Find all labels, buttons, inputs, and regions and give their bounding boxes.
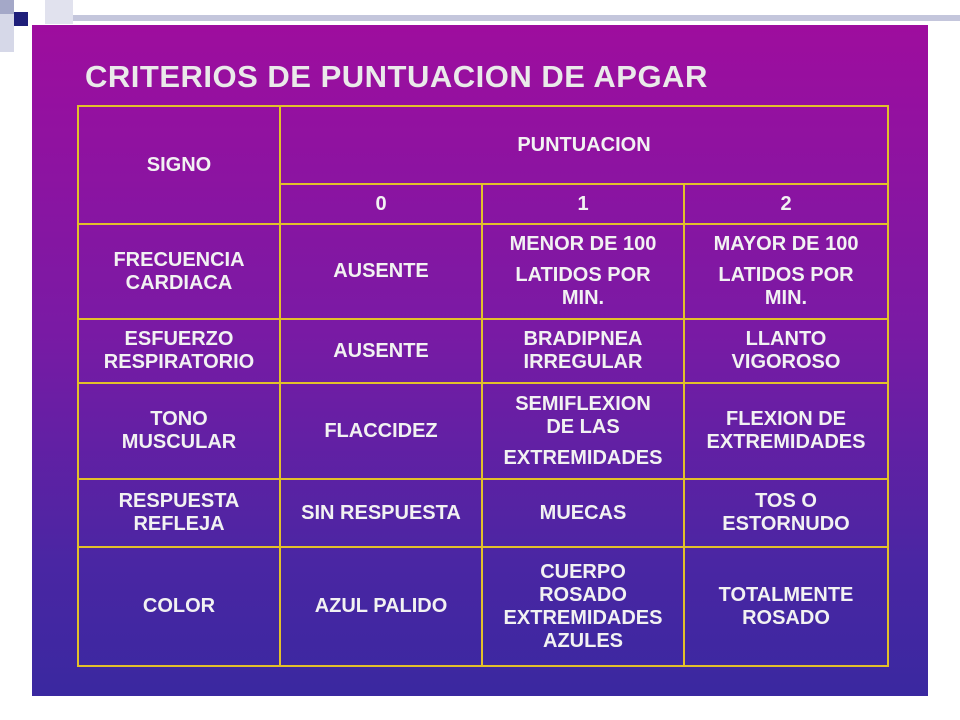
score0-cell — [280, 479, 482, 547]
score2-cell — [684, 224, 888, 319]
sign-cell — [78, 383, 280, 479]
cell-line: FRECUENCIA — [113, 248, 245, 271]
cell-line: MIN. — [561, 287, 605, 309]
cell-line: LLANTO — [745, 328, 827, 350]
cell-line: ESTORNUDO — [722, 513, 850, 535]
header-row — [78, 106, 888, 184]
cell-line: CARDIACA — [125, 271, 233, 294]
table-row — [78, 224, 888, 319]
table-row — [78, 319, 888, 383]
cell-line: TONO — [150, 408, 208, 430]
score2-cell — [684, 319, 888, 383]
header-signo: SIGNO — [78, 106, 280, 224]
corner-decoration — [0, 14, 14, 52]
score-header: 0 — [280, 184, 482, 224]
sign-cell — [78, 547, 280, 666]
score1-cell — [482, 479, 684, 547]
cell-line: AZUL PALIDO — [314, 595, 448, 617]
cell-line: AUSENTE — [333, 260, 429, 282]
cell-line: AZULES — [543, 629, 623, 652]
table-row — [78, 547, 888, 666]
slide-title: CRITERIOS DE PUNTUACION DE APGAR — [85, 59, 708, 94]
table-row — [78, 479, 888, 547]
cell-line: SEMIFLEXION — [515, 392, 651, 415]
cell-line: COLOR — [142, 595, 216, 617]
cell-line: MENOR DE 100 — [509, 233, 657, 255]
score-header: 2 — [684, 184, 888, 224]
sign-cell — [78, 319, 280, 383]
cell-line: MUSCULAR — [121, 431, 237, 453]
cell-line: LATIDOS POR — [718, 264, 854, 286]
cell-line: FLEXION DE — [725, 408, 846, 430]
cell-line: REFLEJA — [133, 513, 225, 535]
header-puntuacion: PUNTUACION — [280, 106, 888, 184]
cell-line: TOTALMENTE — [718, 583, 854, 606]
cell-line: AUSENTE — [333, 339, 429, 362]
score0-cell — [280, 383, 482, 479]
score1-cell — [482, 224, 684, 319]
header-rule — [73, 15, 960, 21]
corner-decoration — [0, 0, 14, 14]
cell-line: DE LAS — [546, 415, 620, 438]
cell-line: EXTREMIDADES — [503, 606, 663, 629]
cell-line: SIN RESPUESTA — [301, 501, 461, 524]
cell-line: EXTREMIDADES — [503, 446, 663, 469]
sign-cell — [78, 224, 280, 319]
cell-line: TOS O — [755, 490, 817, 512]
slide — [32, 25, 928, 696]
table-row — [78, 383, 888, 479]
cell-line: VIGOROSO — [731, 351, 841, 373]
score0-cell — [280, 319, 482, 383]
cell-line: MIN. — [764, 287, 808, 309]
score1-cell — [482, 383, 684, 479]
cell-line: RESPIRATORIO — [103, 351, 255, 373]
sign-cell — [78, 479, 280, 547]
cell-line: MUECAS — [539, 501, 627, 524]
cell-line: ROSADO — [742, 606, 830, 629]
score-header: 1 — [482, 184, 684, 224]
cell-line: IRREGULAR — [523, 351, 643, 373]
cell-line: LATIDOS POR — [515, 264, 651, 286]
cell-line: FLACCIDEZ — [324, 419, 438, 442]
cell-line: EXTREMIDADES — [706, 431, 866, 453]
score0-cell — [280, 224, 482, 319]
cell-line: MAYOR DE 100 — [713, 233, 859, 255]
corner-decoration — [45, 0, 73, 24]
score2-cell — [684, 547, 888, 666]
cell-line: BRADIPNEA — [523, 328, 643, 350]
score2-cell — [684, 383, 888, 479]
score1-cell — [482, 319, 684, 383]
cell-line: ROSADO — [539, 583, 627, 606]
corner-decoration — [14, 12, 28, 26]
cell-line: ESFUERZO — [124, 328, 234, 350]
score0-cell — [280, 547, 482, 666]
cell-line: RESPUESTA — [118, 490, 240, 512]
apgar-table — [77, 105, 889, 667]
cell-line: CUERPO — [540, 560, 626, 583]
score2-cell — [684, 479, 888, 547]
score1-cell — [482, 547, 684, 666]
